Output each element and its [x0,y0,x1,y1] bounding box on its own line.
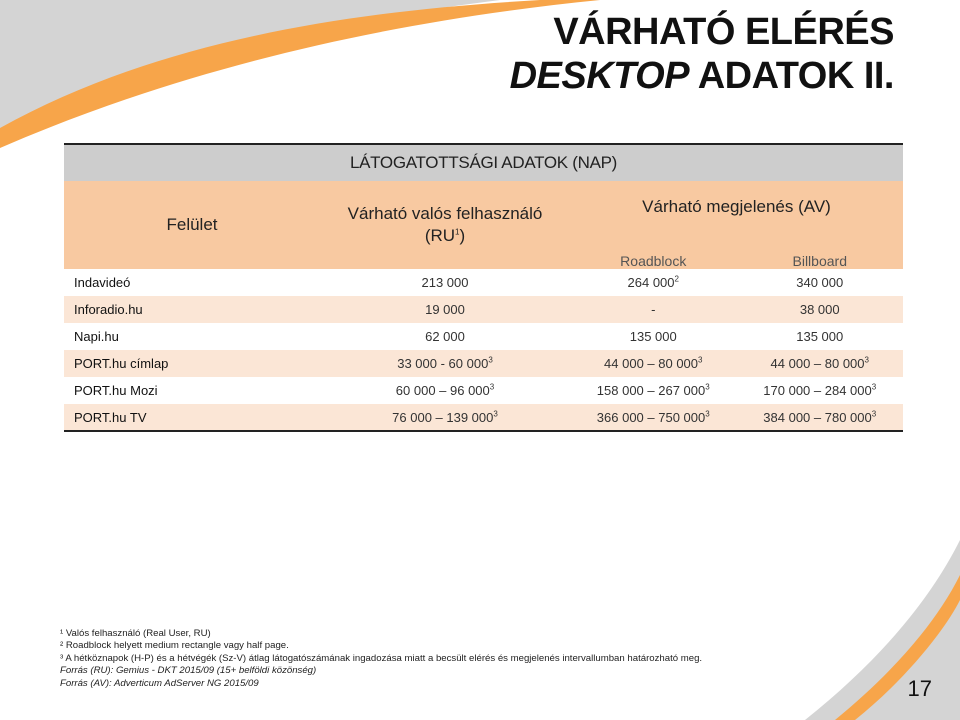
row-rb-sup: 3 [705,382,710,392]
row-bb-value: 170 000 – 284 000 [763,383,872,398]
row-bb-sup: 3 [864,355,869,365]
source-ru: Forrás (RU): Gemius - DKT 2015/09 (15+ belföldi közönség) [60,665,317,677]
row-rb-sup: 3 [698,355,703,365]
row-ru [320,296,570,323]
row-roadblock [570,269,737,296]
row-name: PORT.hu Mozi [64,377,320,404]
table-row [64,350,903,377]
row-roadblock [570,377,737,404]
row-bb-value: 384 000 – 780 000 [763,409,872,425]
row-bb-value: 340 000 [796,275,844,290]
row-roadblock [570,323,737,350]
row-billboard [737,269,904,296]
row-ru [320,323,570,350]
table-row [64,296,903,323]
row-ru-sup: 3 [488,355,493,365]
row-ru-sup: 3 [493,409,498,419]
footnote-2: ² Roadblock helyett medium rectangle vagy half page. [60,640,289,652]
footnotes [60,628,702,690]
row-roadblock [570,350,737,377]
table-row [64,269,903,296]
title-line-1: VÁRHATÓ ELÉRÉS [553,11,894,53]
header-ru-sup: 1 [455,227,460,237]
header-ru-line2b: ) [459,226,466,245]
row-billboard [737,296,904,323]
footnote-3: ³ A hétköznapok (H-P) és a hétvégék (Sz-V) átlag látogatószámának ingadozása miatt a becsült elérés és megjelenés intervallumban határozható meg. [60,652,703,664]
row-ru-sup: 3 [489,382,495,392]
row-billboard [737,323,904,350]
row-roadblock [570,296,737,323]
row-ru-value: 19 000 [425,302,465,317]
row-name: PORT.hu címlap [64,350,320,377]
row-rb-value: 366 000 – 750 000 [596,409,706,425]
header-av: Várható megjelenés (AV) [570,181,903,233]
row-ru-value: 213 000 [421,275,469,290]
row-name: Inforadio.hu [64,296,320,323]
row-rb-value: 44 000 – 80 000 [604,356,699,371]
header-ru [320,181,570,269]
row-ru [320,377,570,404]
table-caption: LÁTOGATOTTSÁGI ADATOK (NAP) [64,144,903,181]
row-bb-sup: 3 [871,409,877,419]
source-av: Forrás (AV): Adverticum AdServer NG 2015/09 [60,677,259,689]
row-name: Indavideó [64,269,320,296]
row-rb-value: 135 000 [629,329,677,344]
row-ru-value: 60 000 – 96 000 [395,383,490,398]
header-surface: Felület [64,181,320,269]
row-rb-value: 264 000 [627,275,675,290]
header-billboard: Billboard [737,233,904,269]
row-bb-value: 135 000 [796,329,844,344]
title-line-2 [510,54,894,98]
page-number: 17 [907,676,932,701]
row-ru-value: 62 000 [425,329,465,344]
row-rb-value: - [651,302,656,317]
row-ru [320,269,570,296]
row-rb-value: 158 000 – 267 000 [596,383,706,398]
row-bb-sup: 3 [871,382,877,392]
table-row [64,377,903,404]
row-bb-value: 38 000 [799,302,840,317]
row-bb-value: 44 000 – 80 000 [770,356,865,371]
footnote-1: ¹ Valós felhasználó (Real User, RU) [60,628,211,639]
traffic-table [64,143,903,432]
title-adatok: ADATOK II. [689,55,894,97]
row-roadblock [570,404,737,431]
table-row [64,404,903,431]
row-ru [320,404,570,431]
row-name: PORT.hu TV [64,404,320,431]
row-name: Napi.hu [64,323,320,350]
row-ru [320,350,570,377]
header-ru-line2a: (RU [424,226,456,245]
row-billboard [737,404,904,431]
row-ru-value: 76 000 – 139 000 [392,409,494,425]
header-roadblock: Roadblock [570,233,737,269]
table-row [64,323,903,350]
row-rb-sup: 2 [674,274,679,284]
slide-title [510,10,894,98]
row-ru-value: 33 000 - 60 000 [397,356,489,371]
title-desktop: DESKTOP [509,55,690,97]
row-billboard [737,377,904,404]
row-billboard [737,350,904,377]
header-ru-line1: Várható valós felhasználó [347,204,543,223]
row-rb-sup: 3 [705,409,710,419]
